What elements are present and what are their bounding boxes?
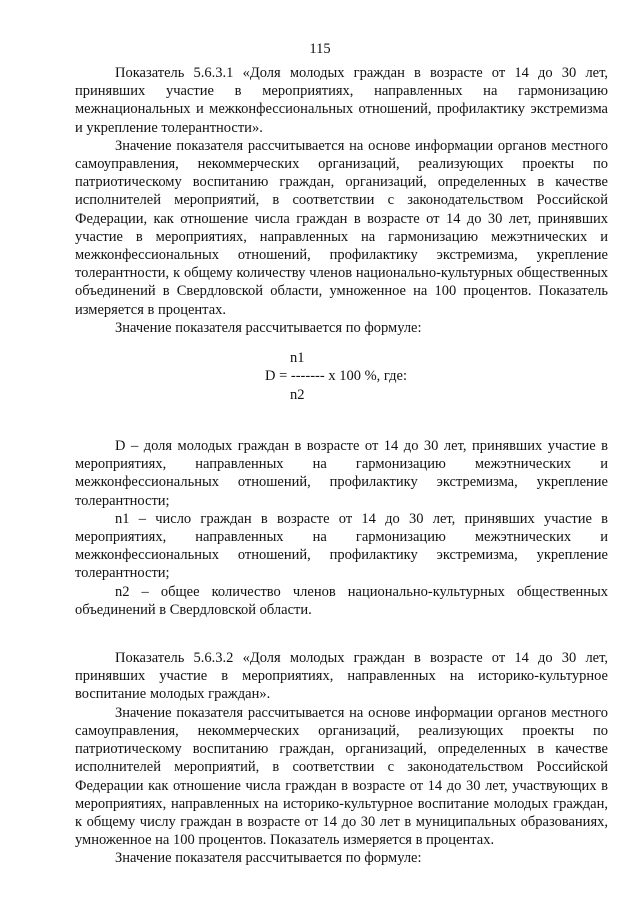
page-number: 115 xyxy=(309,41,331,57)
formula-intro-2: Значение показателя рассчитывается по формуле: xyxy=(115,850,422,867)
indicator-5-6-3-1-description: Значение показателя рассчитывается на основе информации органов местного самоуправления, некоммерческих организаций, реализующих проекты по патриотическому воспитанию граждан, организаций, определенных в качестве исполнителей мероприятий, в соответствии с законодательством Российской Федерации, как отношение числа граждан в возрасте от 14 до 30 лет, принявших участие в мероприятиях, направленных на гармонизацию межэтнических и межконфессиональных отношений, профилактику экстремизма, укрепление толерантности, к общему количеству членов национально-культурных общественных объединений в Свердловской области, умноженное на 100 процентов. Показатель измеряется в процентах. xyxy=(75,137,608,318)
formula-denominator: n2 xyxy=(290,387,305,404)
indicator-5-6-3-2-description: Значение показателя рассчитывается на основе информации органов местного самоуправления, некоммерческих организаций, реализующих проекты по патриотическому воспитанию граждан, организаций, определенных в качестве исполнителей мероприятий, в соответствии с законодательством Российской Федерации как отношение числа граждан в возрасте от 14 до 30 лет, участвующих в мероприятиях, направленных на историко-культурное воспитание молодых граждан, к общему числу граждан в возрасте от 14 до 30 лет в муниципальных образованиях, умноженное на 100 процентов. Показатель измеряется в процентах. xyxy=(75,704,608,849)
document-body xyxy=(75,64,608,868)
indicator-5-6-3-2-heading: Показатель 5.6.3.2 «Доля молодых граждан в возрасте от 14 до 30 лет, принявших участие в мероприятиях, направленных на историко-культурное воспитание молодых граждан». xyxy=(75,650,608,703)
definition-n1: n1 – число граждан в возрасте от 14 до 30 лет, принявших участие в мероприятиях, направленных на гармонизацию межэтнических и межконфессиональных отношений, профилактику экстремизма, укрепление толерантности; xyxy=(75,510,608,582)
definition-n2: n2 – общее количество членов национально-культурных общественных объединений в Свердловской области. xyxy=(75,583,608,618)
indicator-5-6-3-1-heading: Показатель 5.6.3.1 «Доля молодых граждан в возрасте от 14 до 30 лет, принявших участие в мероприятиях, направленных на гармонизацию межнациональных и межконфессиональных отношений, профилактику экстремизма и укрепление толерантности». xyxy=(75,65,608,136)
formula-block xyxy=(75,349,608,409)
formula-expression: D = ------- х 100 %, где: xyxy=(265,368,407,385)
definition-d: D – доля молодых граждан в возрасте от 14 до 30 лет, принявших участие в мероприятиях, направленных на гармонизацию межэтнических и межконфессиональных отношений, профилактику экстремизма, укрепление толерантности; xyxy=(75,438,608,509)
formula-intro: Значение показателя рассчитывается по формуле: xyxy=(115,319,422,336)
formula-numerator: n1 xyxy=(290,350,305,367)
